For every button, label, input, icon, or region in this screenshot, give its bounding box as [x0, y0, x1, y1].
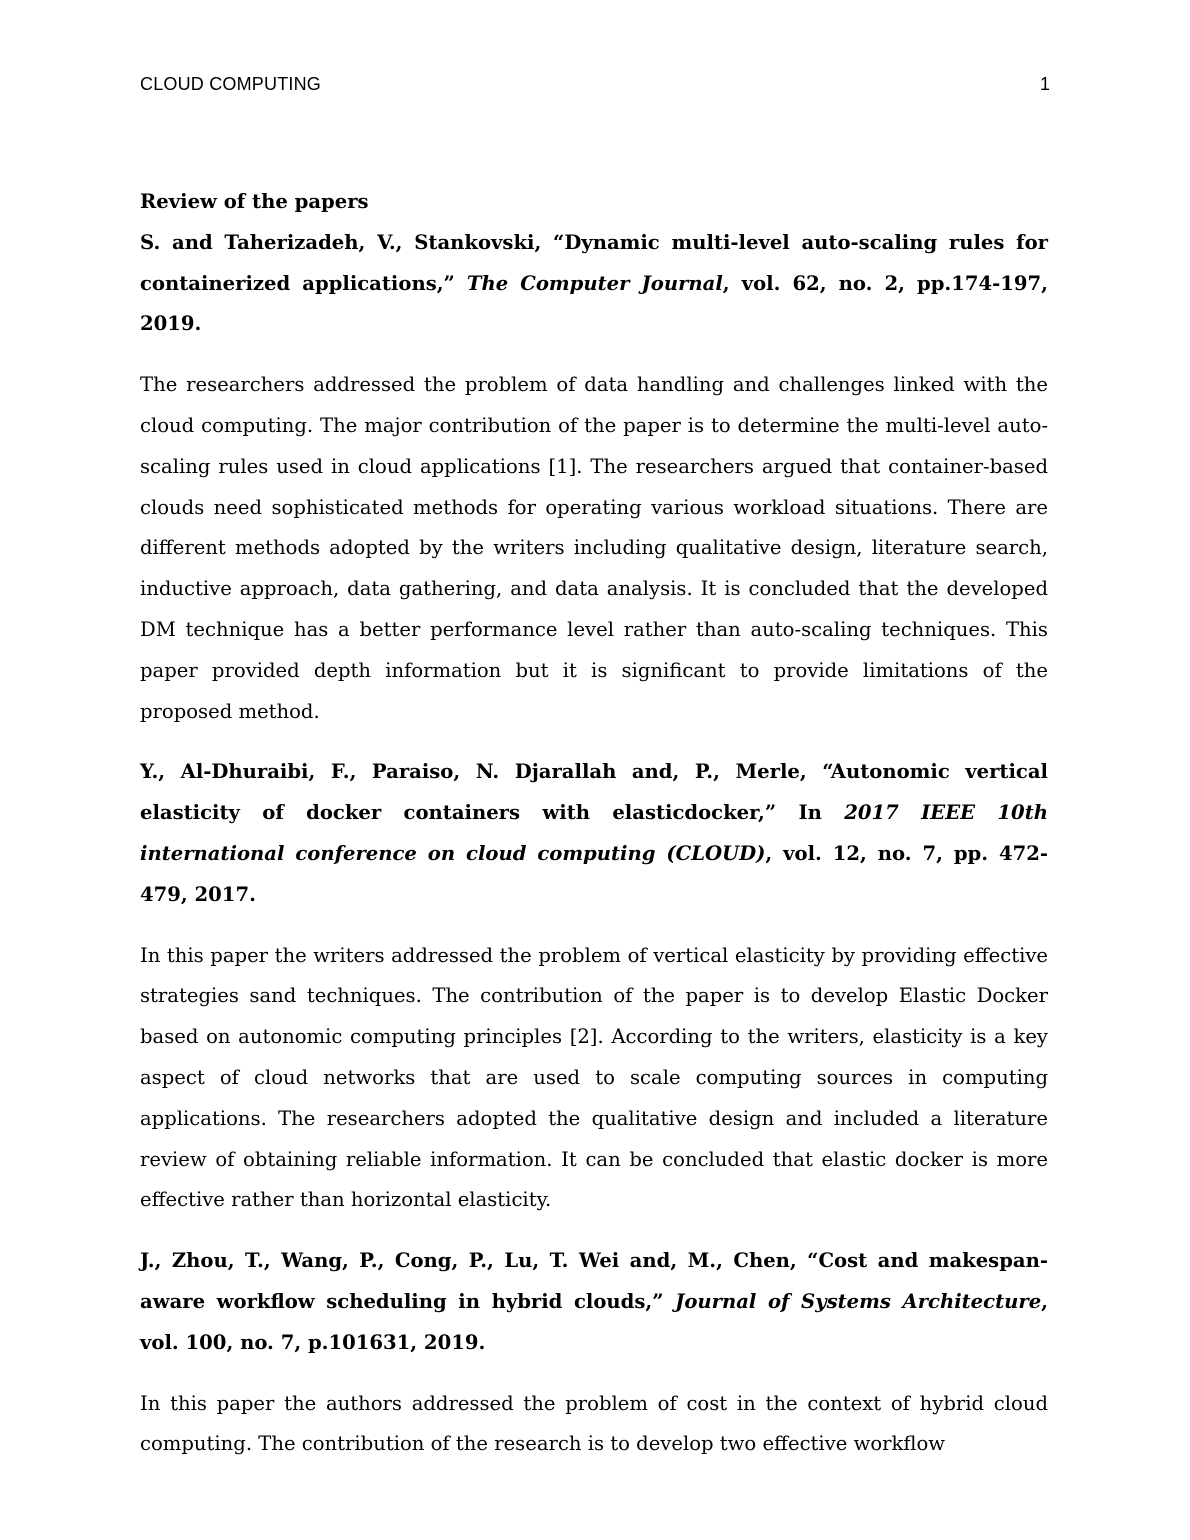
page-number: 1 [1039, 74, 1050, 94]
paper-citation-2 [140, 752, 1048, 915]
citation-details: , vol. 12, no. 7, pp. 472-479, 2017. [140, 841, 1048, 906]
citation-venue: Journal of Systems Architecture [675, 1289, 1042, 1313]
section-title: Review of the papers [140, 190, 369, 213]
paper-summary-1: The researchers addressed the problem of data handling and challenges linked with the cloud computing. The major contribution of the paper is to determine the multi-level auto-scaling rules used in cloud applications [1]. The researchers argued that container-based clouds need sophisticated methods for operating various workload situations. There are different methods adopted by the writers including qualitative design, literature search, inductive approach, data gathering, and data analysis. It is concluded that the developed DM technique has a better performance level rather than auto-scaling techniques. This paper provided depth information but it is significant to provide limitations of the proposed method. [140, 373, 1048, 723]
document-body [140, 182, 1048, 1485]
citation-venue: 2017 IEEE 10th international conference on cloud computing (CLOUD) [140, 801, 1048, 865]
citation-details: , vol. 62, no. 2, pp.174-197, 2019. [140, 271, 1048, 336]
page-header [140, 72, 1050, 96]
running-head: CLOUD COMPUTING [140, 74, 322, 94]
citation-details: , vol. 100, no. 7, p.101631, 2019. [140, 1289, 1048, 1354]
paper-summary-3: In this paper the authors addressed the problem of cost in the context of hybrid cloud computing. The contribution of the research is to develop two effective workflow [140, 1391, 1048, 1456]
citation-authors-title: S. and Taherizadeh, V., Stankovski, “Dynamic multi-level auto-scaling rules for containerized applications,” [140, 230, 1048, 295]
paper-citation-3 [140, 1241, 1048, 1363]
citation-authors-title: Y., Al-Dhuraibi, F., Paraiso, N. Djarallah and, P., Merle, “Autonomic vertical elasticity of docker containers with elasticdocker,” In [140, 760, 1048, 825]
paper-citation-1 [140, 223, 1048, 345]
citation-venue: The Computer Journal [466, 271, 723, 295]
paper-summary-2: In this paper the writers addressed the problem of vertical elasticity by providing effective strategies sand techniques. The contribution of the paper is to develop Elastic Docker based on autonomic computing principles [2]. According to the writers, elasticity is a key aspect of cloud networks that are used to scale computing sources in computing applications. The researchers adopted the qualitative design and included a literature review of obtaining reliable information. It can be concluded that elastic docker is more effective rather than horizontal elasticity. [140, 943, 1048, 1212]
citation-authors-title: J., Zhou, T., Wang, P., Cong, P., Lu, T. Wei and, M., Chen, “Cost and makespan-aware workflow scheduling in hybrid clouds,” [140, 1249, 1048, 1313]
